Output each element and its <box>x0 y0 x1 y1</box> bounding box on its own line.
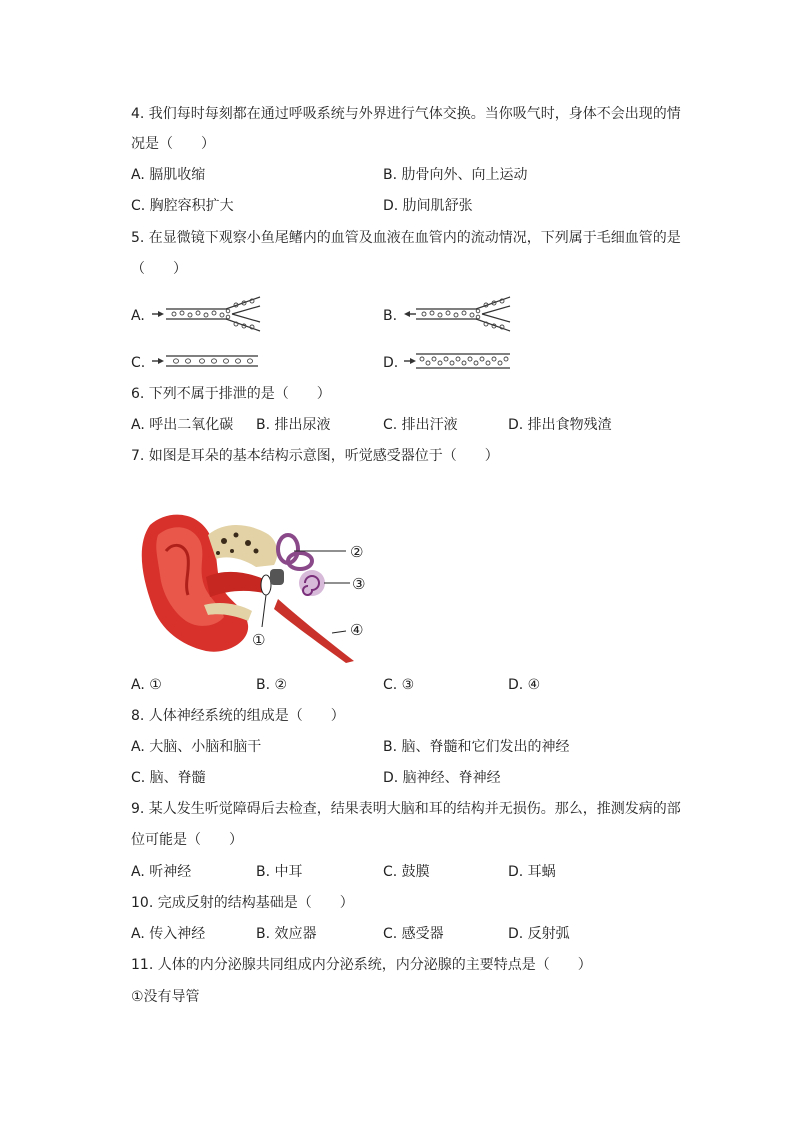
q8-option-d: D. 脑神经、脊神经 <box>383 770 501 786</box>
q10-option-b: B. 效应器 <box>256 926 317 942</box>
q11-item-1: ①没有导管 <box>131 989 200 1005</box>
q6-option-c: C. 排出汗液 <box>383 417 458 433</box>
q5-option-b-label: B. <box>383 308 398 324</box>
q7-option-d: D. ④ <box>508 677 541 693</box>
q10-option-d: D. 反射弧 <box>508 926 570 942</box>
q11-stem: 11. 人体的内分泌腺共同组成内分泌系统，内分泌腺的主要特点是（ ） <box>131 957 592 973</box>
q5-vessel-b-diagram <box>402 293 522 335</box>
q4-stem-line2: 况是（ ） <box>131 136 215 152</box>
q7-stem: 7. 如图是耳朵的基本结构示意图，听觉感受器位于（ ） <box>131 448 499 464</box>
q5-stem-line2: （ ） <box>131 261 187 277</box>
q5-vessel-a-diagram <box>152 293 272 335</box>
q5-vessel-d-diagram <box>402 350 514 372</box>
q4-stem-line1: 4. 我们每时每刻都在通过呼吸系统与外界进行气体交换。当你吸气时，身体不会出现的情 <box>131 106 681 122</box>
q4-option-b: B. 肋骨向外、向上运动 <box>383 167 528 183</box>
q6-option-a: A. 呼出二氧化碳 <box>131 417 234 433</box>
figure-label-1: ① <box>252 631 266 649</box>
q10-option-a: A. 传入神经 <box>131 926 206 942</box>
q4-option-d: D. 肋间肌舒张 <box>383 198 473 214</box>
q10-stem: 10. 完成反射的结构基础是（ ） <box>131 895 354 911</box>
q6-option-b: B. 排出尿液 <box>256 417 331 433</box>
q8-option-b: B. 脑、脊髓和它们发出的神经 <box>383 739 570 755</box>
q7-option-b: B. ② <box>256 677 288 693</box>
q4-option-c: C. 胸腔容积扩大 <box>131 198 234 214</box>
figure-label-4: ④ <box>350 621 364 639</box>
figure-label-3: ③ <box>352 575 366 593</box>
q6-stem: 6. 下列不属于排泄的是（ ） <box>131 386 331 402</box>
q5-stem-line1: 5. 在显微镜下观察小鱼尾鳍内的血管及血液在血管内的流动情况，下列属于毛细血管的是 <box>131 230 681 246</box>
q8-option-a: A. 大脑、小脑和脑干 <box>131 739 262 755</box>
q9-option-d: D. 耳蜗 <box>508 864 556 880</box>
q5-option-a-label: A. <box>131 308 145 324</box>
q5-option-d-label: D. <box>383 355 399 371</box>
figure-label-2: ② <box>350 543 364 561</box>
q4-option-a: A. 膈肌收缩 <box>131 167 206 183</box>
q9-option-b: B. 中耳 <box>256 864 303 880</box>
q7-option-a: A. ① <box>131 677 162 693</box>
q7-option-c: C. ③ <box>383 677 415 693</box>
q10-option-c: C. 感受器 <box>383 926 444 942</box>
q9-option-a: A. 听神经 <box>131 864 192 880</box>
q9-stem-line1: 9. 某人发生听觉障碍后去检查，结果表明大脑和耳的结构并无损伤。那么，推测发病的部 <box>131 801 681 817</box>
q8-stem: 8. 人体神经系统的组成是（ ） <box>131 708 345 724</box>
q8-option-c: C. 脑、脊髓 <box>131 770 206 786</box>
q5-option-c-label: C. <box>131 355 146 371</box>
q5-vessel-c-diagram <box>152 350 272 372</box>
q9-stem-line2: 位可能是（ ） <box>131 832 243 848</box>
q9-option-c: C. 鼓膜 <box>383 864 430 880</box>
q6-option-d: D. 排出食物残渣 <box>508 417 612 433</box>
